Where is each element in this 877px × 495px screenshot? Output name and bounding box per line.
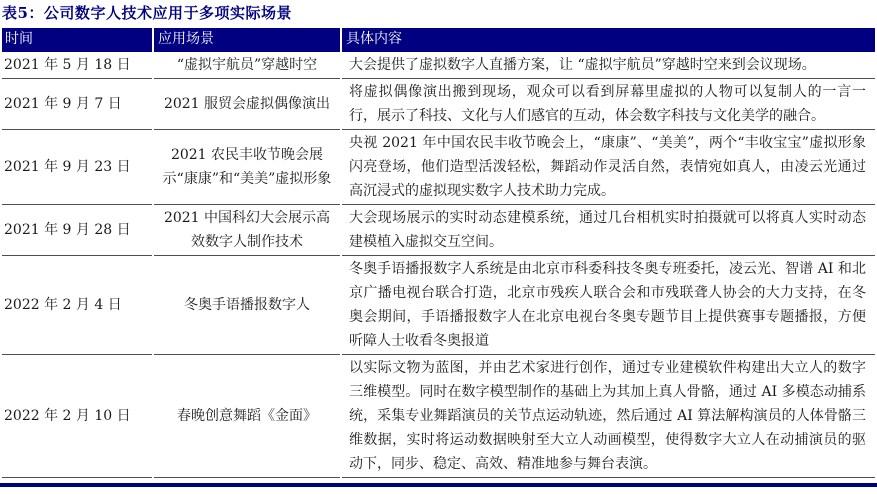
detail-cell: 将虚拟偶像演出搬到现场，观众可以看到屏幕里虚拟的人物可以复制人的一言一行，展示了科技、文化与人们感官的互动，体会数字科技与文化美学的融合。: [342, 79, 875, 130]
table-body: [2, 52, 875, 478]
detail-cell: 央视 2021 年中国农民丰收节晚会上，“康康”、“美美”，两个“丰收宝宝”虚拟形象闪亮登场，他们造型活泼轻松，舞蹈动作灵活自然，表情宛如真人，由凌云光通过高沉浸式的虚拟现实数字人技术助力完成。: [342, 130, 875, 205]
table-bottom-rule: [0, 483, 877, 487]
time-cell: 2021 年 9 月 7 日: [2, 79, 152, 130]
time-cell: 2021 年 5 月 18 日: [2, 52, 152, 79]
column-header-time: 时间: [2, 28, 152, 52]
table-row: [2, 256, 875, 355]
detail-cell: 以实际文物为蓝图，并由艺术家进行创作，通过专业建模软件构建出大立人的数字三维模型。同时在数字模型制作的基础上为其加上真人骨骼，通过 AI 多模态动捕系统，采集专业舞蹈演员的关节点运动轨迹，然后通过 AI 算法解构演员的人体骨骼三维数据，实时将运动数据映射至大立人动画模型，使得数字大立人在动捕演员的驱动下，同步、稳定、高效、精准地参与舞台表演。: [342, 355, 875, 478]
table-row: [2, 79, 875, 130]
detail-cell: 冬奥手语播报数字人系统是由北京市科委科技冬奥专班委托，凌云光、智谱 AI 和北京广播电视台联合打造，北京市残疾人联合会和市残联聋人协会的大力支持，在冬奥会期间，手语播报数字人在北京电视台冬奥专题节目上提供赛事专题播报，方便听障人士收看冬奥报道: [342, 256, 875, 355]
scene-cell: 冬奥手语播报数字人: [154, 256, 340, 355]
time-cell: 2021 年 9 月 23 日: [2, 130, 152, 205]
header-row: [2, 28, 875, 52]
scene-cell: 2021 中国科幻大会展示高效数字人制作技术: [154, 205, 340, 256]
time-cell: 2022 年 2 月 10 日: [2, 355, 152, 478]
time-cell: 2022 年 2 月 4 日: [2, 256, 152, 355]
report-table-section: [0, 3, 877, 487]
table-row: [2, 355, 875, 478]
scene-cell: 2021 农民丰收节晚会展示“康康”和“美美”虚拟形象: [154, 130, 340, 205]
time-cell: 2021 年 9 月 28 日: [2, 205, 152, 256]
scene-cell: “虚拟宇航员”穿越时空: [154, 52, 340, 79]
table-header: [2, 28, 875, 52]
digital-human-applications-table: [0, 28, 877, 478]
table-row: [2, 130, 875, 205]
detail-cell: 大会提供了虚拟数字人直播方案，让 “虚拟宇航员”穿越时空来到会议现场。: [342, 52, 875, 79]
table-row: [2, 205, 875, 256]
column-header-scene: 应用场景: [154, 28, 340, 52]
column-header-detail: 具体内容: [342, 28, 875, 52]
detail-cell: 大会现场展示的实时动态建模系统，通过几台相机实时拍摄就可以将真人实时动态建模植入虚拟交互空间。: [342, 205, 875, 256]
table-row: [2, 52, 875, 79]
scene-cell: 春晚创意舞蹈《金面》: [154, 355, 340, 478]
scene-cell: 2021 服贸会虚拟偶像演出: [154, 79, 340, 130]
table-title: 表5：公司数字人技术应用于多项实际场景: [2, 4, 292, 22]
